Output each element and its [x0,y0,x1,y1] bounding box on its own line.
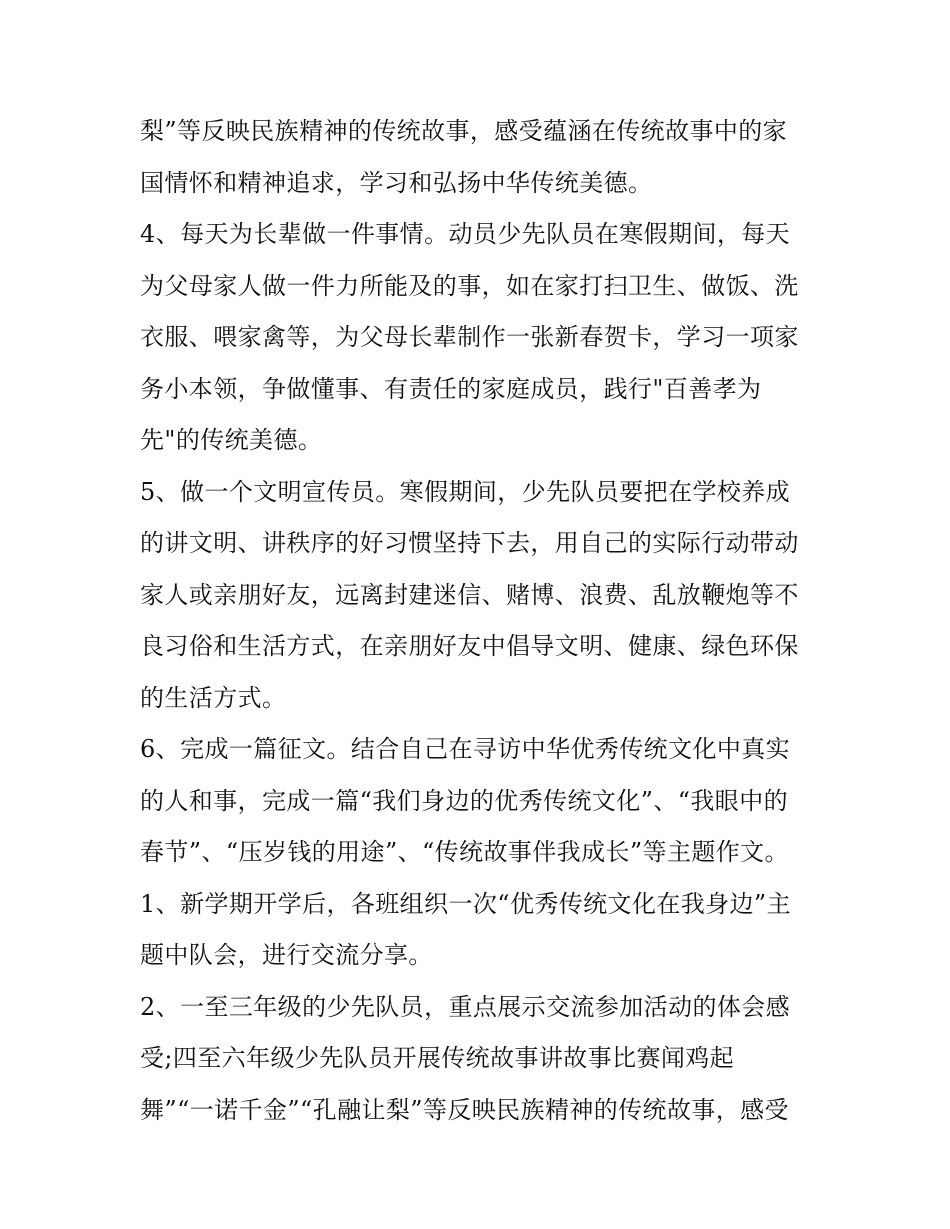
text-line: 国情怀和精神追求，学习和弘扬中华传统美德。 [140,168,653,197]
text-line: 受;四至六年级少先队员开展传统故事讲故事比赛闻鸡起 [140,1044,735,1072]
document-body [140,106,820,1136]
text-line: 6、完成一篇征文。结合自己在寻访中华优秀传统文化中真实 [140,735,791,763]
text-line: 家人或亲朋好友，远离封建迷信、赌博、浪费、乱放鞭炮等不 [140,580,799,609]
text-line: 的人和事，完成一篇“我们身边的优秀传统文化”、“我眼中的 [140,786,789,815]
text-line: 良习俗和生活方式，在亲朋好友中倡导文明、健康、绿色环保 [140,632,799,660]
text-line: 为父母家人做一件力所能及的事，如在家打扫卫生、做饭、洗 [140,271,799,300]
text-line: 衣服、喂家禽等，为父母长辈制作一张新春贺卡，学习一项家 [140,323,799,351]
text-line: 5、做一个文明宣传员。寒假期间，少先队员要把在学校养成 [140,477,791,506]
text-line: 题中队会，进行交流分享。 [140,941,433,969]
text-line: 的生活方式。 [140,683,287,712]
text-line: 的讲文明、讲秩序的好习惯坚持下去，用自己的实际行动带动 [140,529,799,557]
text-line: 梨”等反映民族精神的传统故事，感受蕴涵在传统故事中的家 [140,117,788,145]
text-line: 1、新学期开学后，各班组织一次“优秀传统文化在我身边”主 [140,889,792,918]
text-line: 先"的传统美德。 [140,426,323,454]
text-line: 务小本领，争做懂事、有责任的家庭成员，践行"百善孝为 [140,374,762,403]
text-line: 2、一至三年级的少先队员，重点展示交流参加活动的体会感 [140,992,791,1021]
text-line: 春节”、“压岁钱的用途”、“传统故事伴我成长”等主题作文。 [140,838,789,866]
text-line: 4、每天为长辈做一件事情。动员少先队员在寒假期间，每天 [140,220,791,248]
text-line: 舞”“一诺千金”“孔融让梨”等反映民族精神的传统故事，感受 [140,1095,789,1124]
